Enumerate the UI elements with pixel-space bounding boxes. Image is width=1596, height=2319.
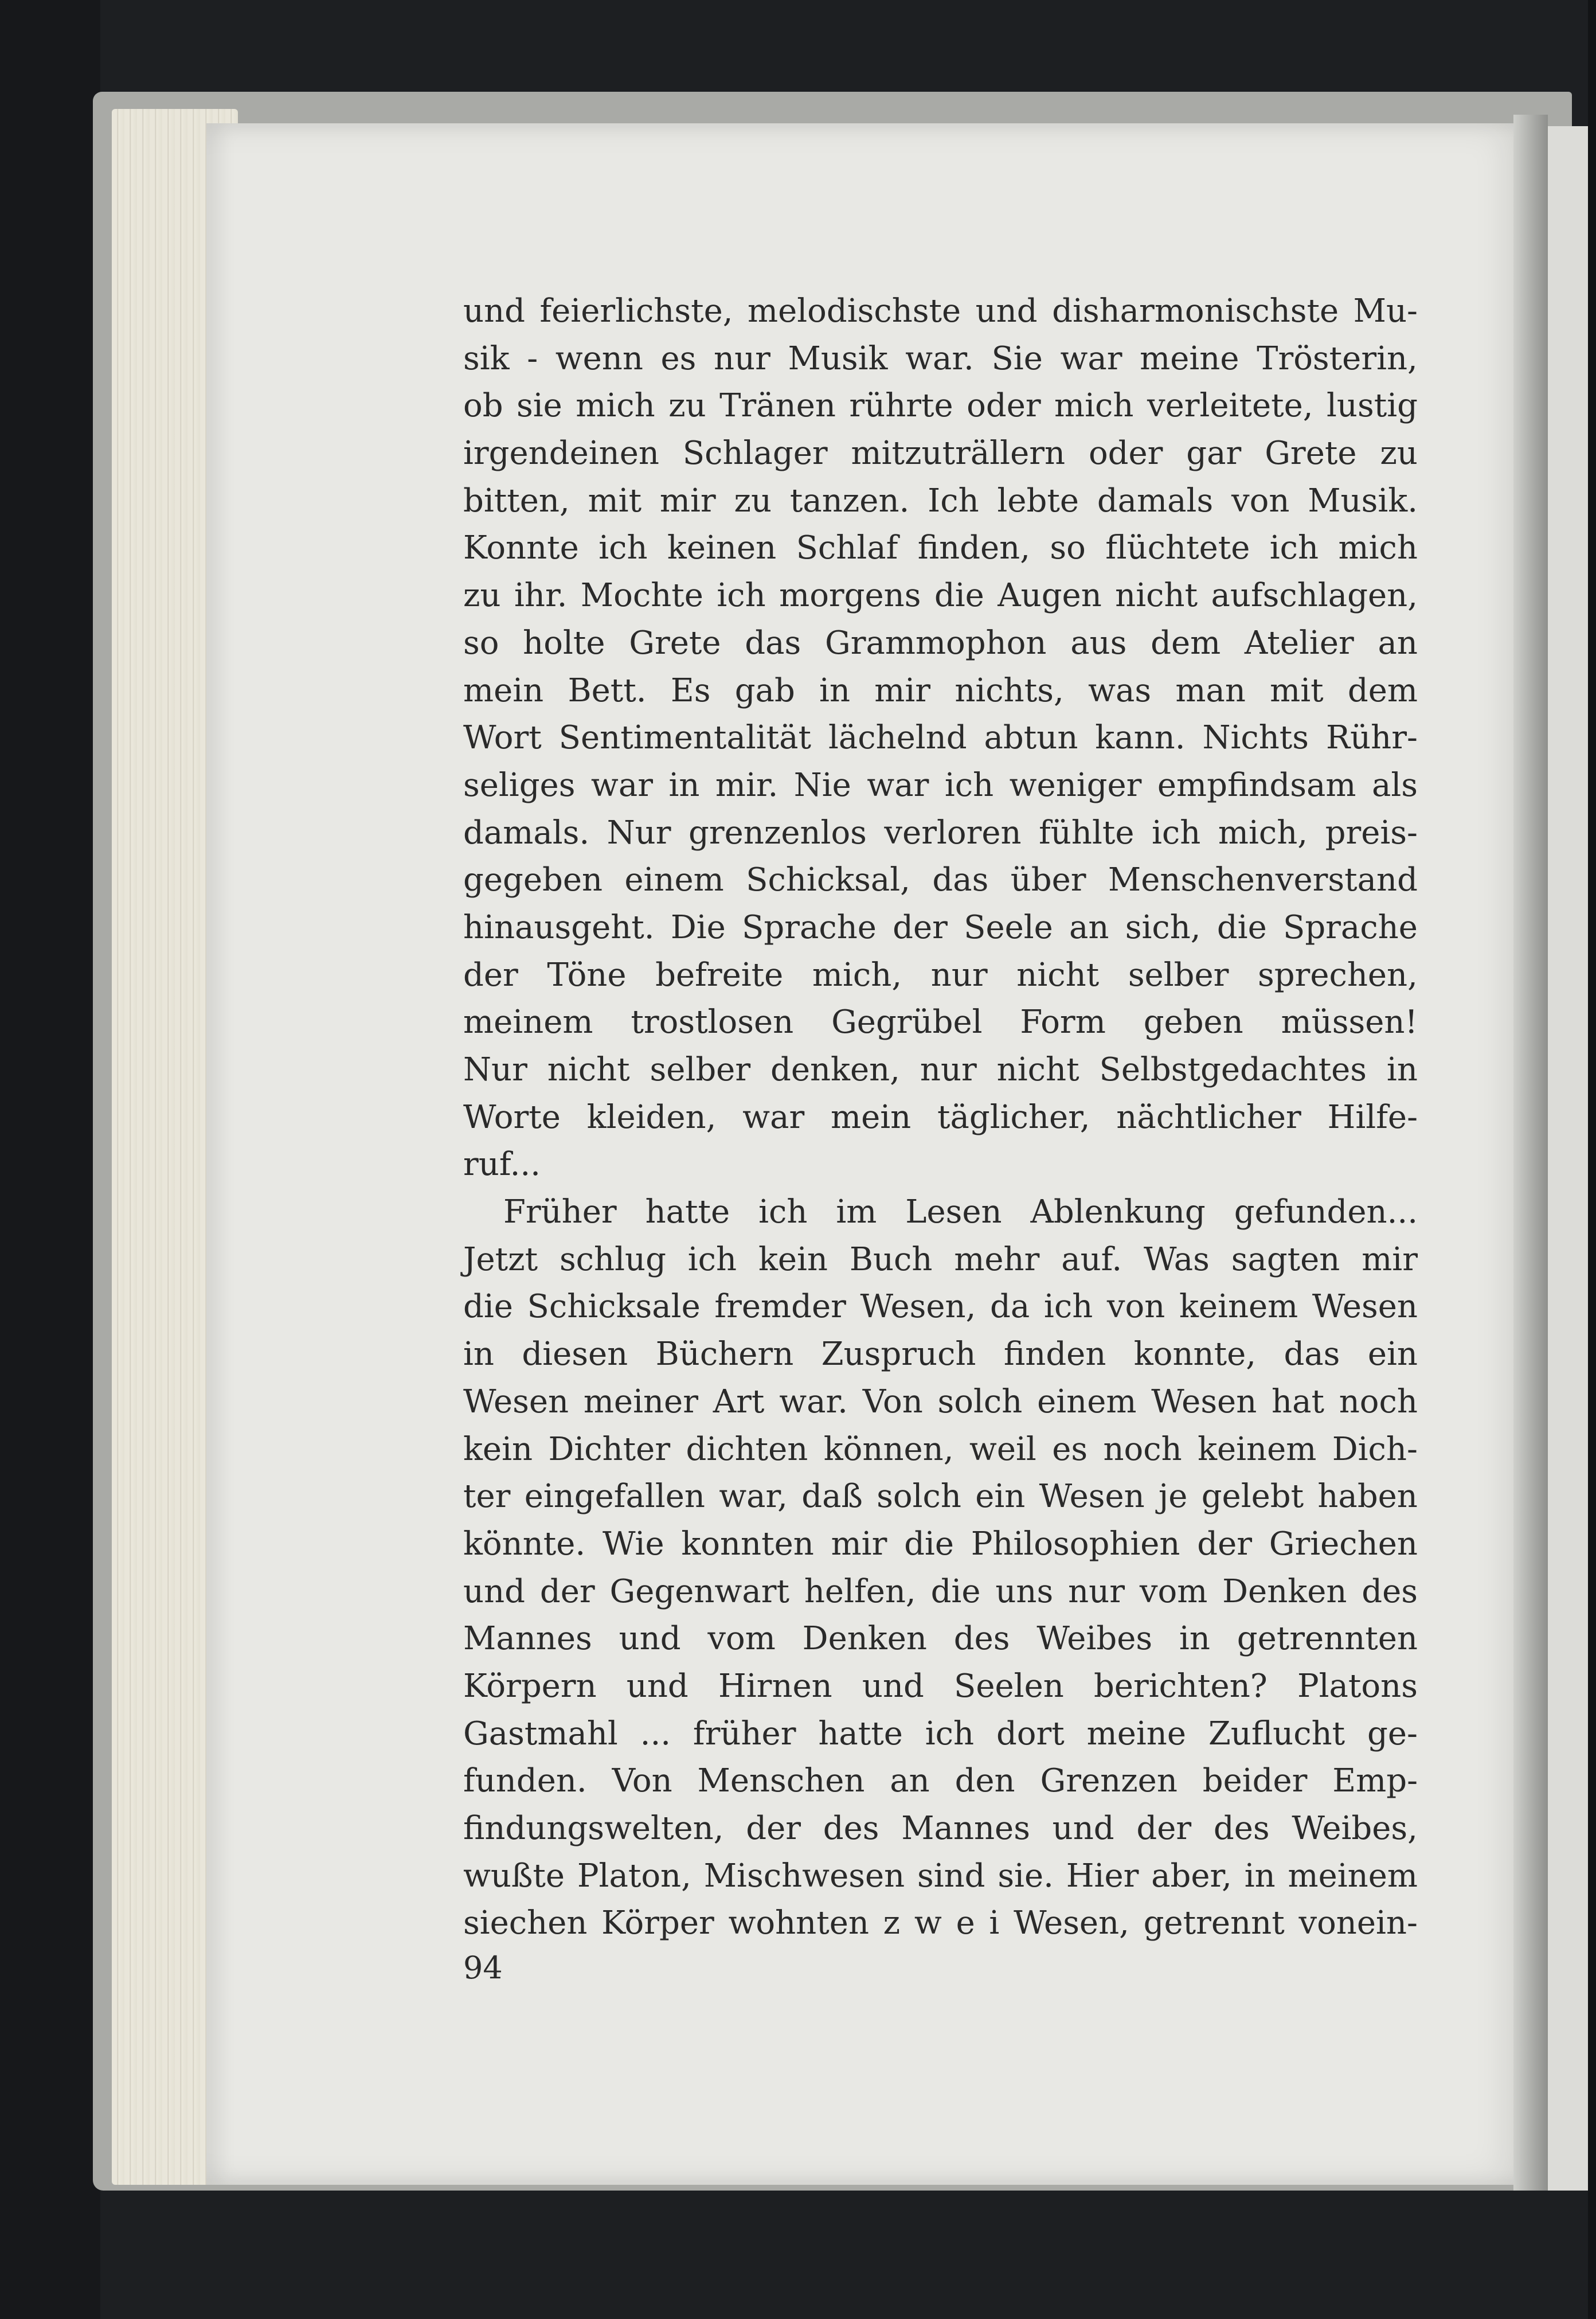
text-line: gegeben einem Schicksal, das über Menschenverstand (463, 861, 1418, 899)
text-line: so holte Grete das Grammophon aus dem Atelier an (463, 624, 1418, 662)
text-line: in diesen Büchern Zuspruch finden konnte, das ein (463, 1336, 1418, 1373)
text-line: Worte kleiden, war mein täglicher, nächtlicher Hilfe- (463, 1098, 1418, 1136)
text-line: die Schicksale fremder Wesen, da ich von keinem Wesen (463, 1288, 1418, 1326)
text-line: findungswelten, der des Mannes und der des Weibes, (463, 1810, 1418, 1847)
page-number: 94 (463, 1950, 503, 1986)
background-left (0, 0, 100, 2319)
text-line: Wesen meiner Art war. Von solch einem Wesen hat noch (463, 1383, 1418, 1420)
text-line: bitten, mit mir zu tanzen. Ich lebte damals von Musik. (463, 482, 1418, 520)
facing-page-edge (1548, 126, 1588, 2191)
book-gutter (1513, 115, 1548, 2191)
text-line: meinem trostlosen Gegrübel Form geben müssen! (463, 1004, 1418, 1041)
text-line: wußte Platon, Mischwesen sind sie. Hier aber, in meinem (463, 1857, 1418, 1895)
text-line: und feierlichste, melodischste und disharmonischste Mu- (463, 292, 1418, 330)
text-line: könnte. Wie konnten mir die Philosophien der Griechen (463, 1525, 1418, 1563)
text-line: Wort Sentimentalität lächelnd abtun kann. Nichts Rühr- (463, 719, 1418, 757)
text-line: sik - wenn es nur Musik war. Sie war meine Trösterin, (463, 339, 1418, 377)
text-line: Gastmahl ... früher hatte ich dort meine Zuflucht ge- (463, 1715, 1418, 1752)
text-line: seliges war in mir. Nie war ich weniger empfindsam als (463, 766, 1418, 804)
text-line: und der Gegenwart helfen, die uns nur vom Denken des (463, 1572, 1418, 1610)
text-line: zu ihr. Mochte ich morgens die Augen nicht aufschlagen, (463, 577, 1418, 615)
background-right (1588, 0, 1596, 2319)
text-line: Jetzt schlug ich kein Buch mehr auf. Was sagten mir (463, 1240, 1418, 1278)
text-line: Nur nicht selber denken, nur nicht Selbstgedachtes in (463, 1051, 1418, 1088)
text-line: kein Dichter dichten können, weil es noch keinem Dich- (463, 1430, 1418, 1468)
text-line: Mannes und vom Denken des Weibes in getrennten (463, 1620, 1418, 1658)
text-line: Früher hatte ich im Lesen Ablenkung gefunden... (503, 1193, 1418, 1231)
text-line: Körpern und Hirnen und Seelen berichten? Platons (463, 1667, 1418, 1705)
text-line: ter eingefallen war, daß solch ein Wesen je gelebt haben (463, 1478, 1418, 1516)
text-line: siechen Körper wohnten z w e i Wesen, getrennt vonein- (463, 1904, 1418, 1942)
text-line: ruf... (463, 1146, 541, 1184)
text-line: der Töne befreite mich, nur nicht selber sprechen, (463, 956, 1418, 994)
text-line: irgendeinen Schlager mitzuträllern oder gar Grete zu (463, 435, 1418, 473)
text-line: Konnte ich keinen Schlaf finden, so flüchtete ich mich (463, 529, 1418, 567)
text-line: hinausgeht. Die Sprache der Seele an sich, die Sprache (463, 908, 1418, 946)
text-line: funden. Von Menschen an den Grenzen beider Emp- (463, 1762, 1418, 1800)
text-line: ob sie mich zu Tränen rührte oder mich verleitete, lustig (463, 387, 1418, 425)
text-line: mein Bett. Es gab in mir nichts, was man mit dem (463, 672, 1418, 709)
page-body-text (463, 288, 1418, 1947)
text-line: damals. Nur grenzenlos verloren fühlte ich mich, preis- (463, 814, 1418, 852)
